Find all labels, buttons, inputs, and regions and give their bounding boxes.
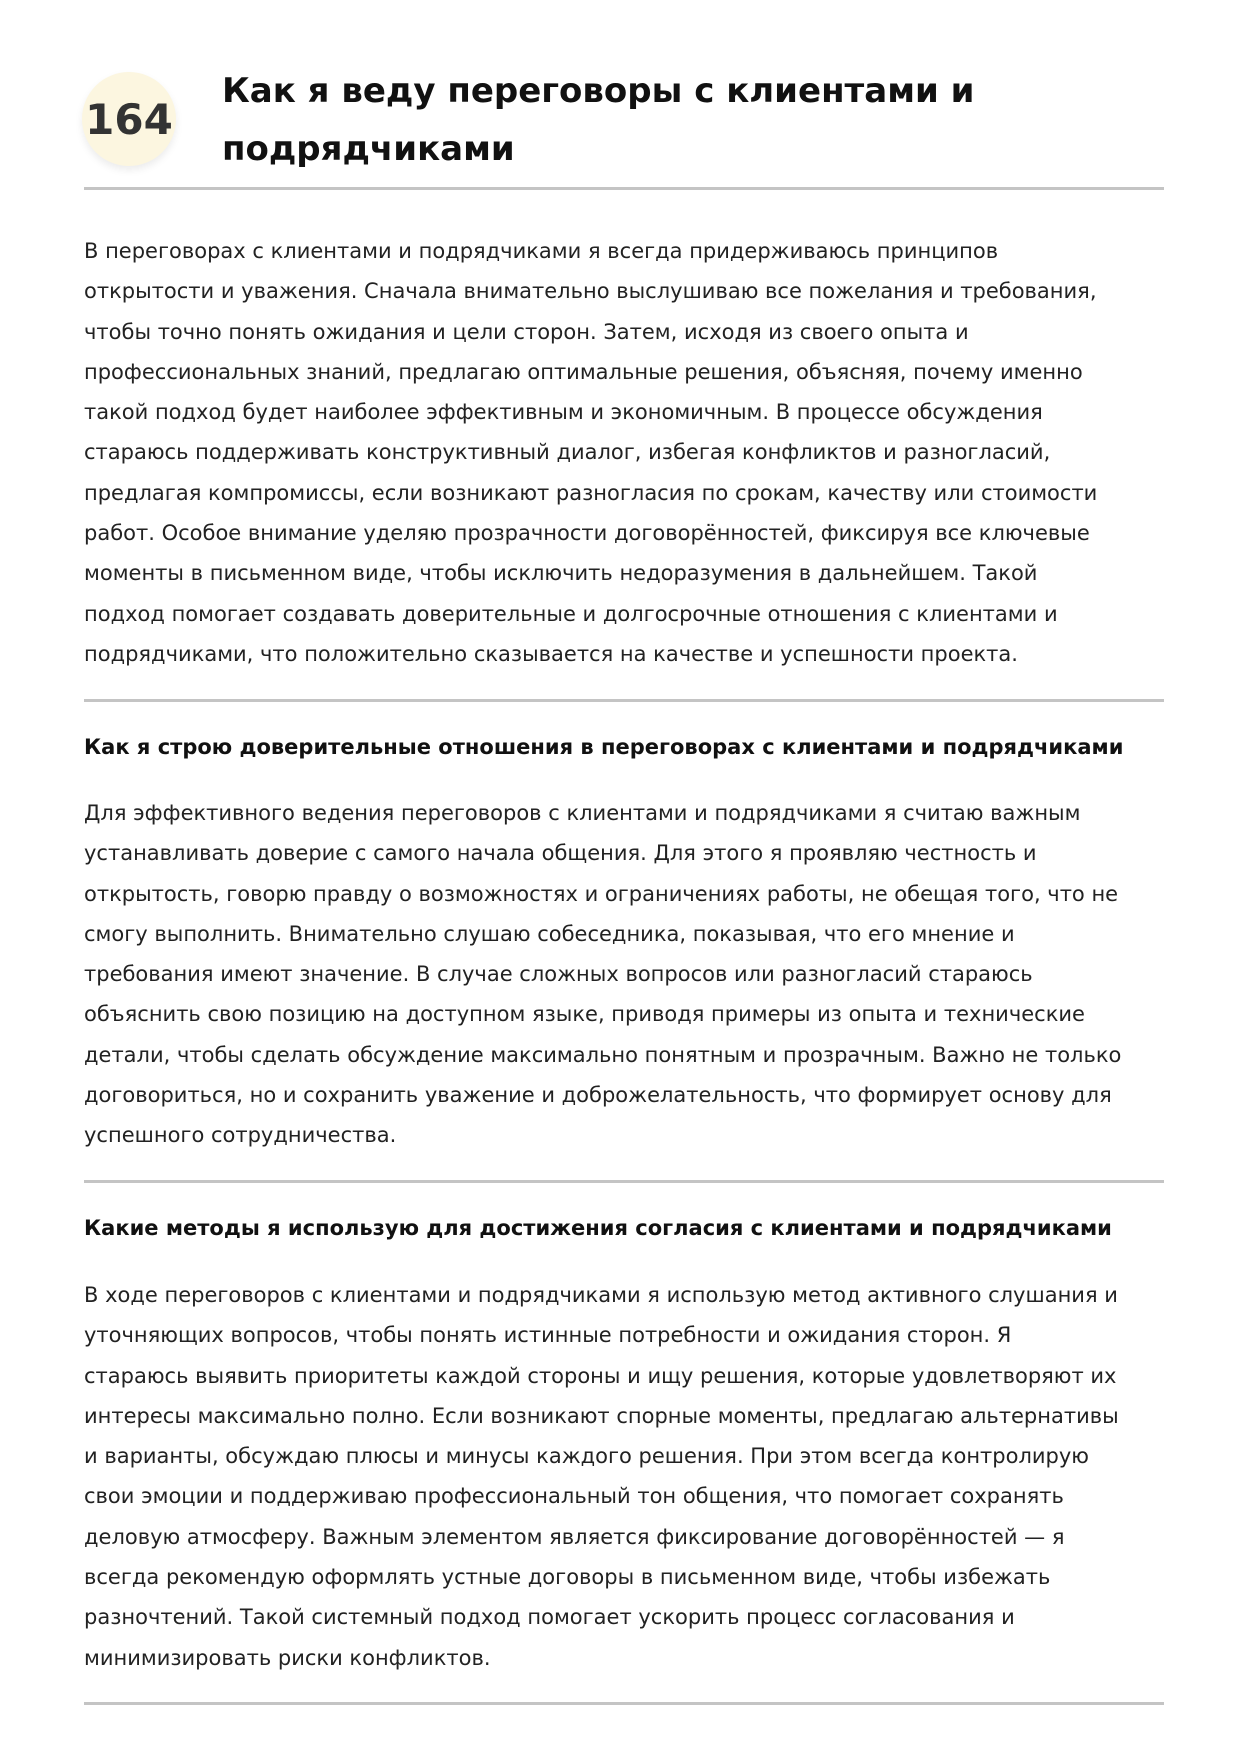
paragraph-line: устанавливать доверие с самого начала общения. Для этого я проявляю честность и [84,841,1037,866]
paragraph-line: работ. Особое внимание уделяю прозрачности договорённостей, фиксируя все ключевые [84,521,1090,546]
paragraph-line: свои эмоции и поддерживаю профессиональный тон общения, что помогает сохранять [84,1484,1064,1509]
paragraph-line: подход помогает создавать доверительные и долгосрочные отношения с клиентами и [84,601,1058,626]
paragraph-line: моменты в письменном виде, чтобы исключить недоразумения в дальнейшем. Такой [84,561,1038,586]
paragraph-line: всегда рекомендую оформлять устные договоры в письменном виде, чтобы избежать [84,1565,1051,1590]
paragraph-intro [84,231,1184,674]
page-number-badge: 164 [82,72,176,166]
paragraph-line: успешного сотрудничества. [84,1123,397,1148]
paragraph-line: предлагая компромиссы, если возникают разногласия по срокам, качеству или стоимости [84,480,1098,505]
paragraph-line: договориться, но и сохранить уважение и доброжелательность, что формирует основу для [84,1083,1112,1108]
paragraph-line: открытость, говорю правду о возможностях и ограничениях работы, не обещая того, что не [84,881,1119,906]
paragraph-trust [84,793,1184,1156]
paragraph-line: смогу выполнить. Внимательно слушаю собеседника, показывая, что его мнение и [84,921,1015,946]
paragraph-line: В переговорах с клиентами и подрядчиками я всегда придерживаюсь принципов [84,239,999,263]
paragraph-line: деловую атмосферу. Важным элементом является фиксирование договорённостей — я [84,1524,1065,1549]
paragraph-line: открытости и уважения. Сначала внимательно выслушиваю все пожелания и требования, [84,279,1097,304]
title-line: Как я веду переговоры с клиентами и [222,71,975,111]
paragraph-line: подрядчиками, что положительно сказывается на качестве и успешности проекта. [84,641,1018,666]
paragraph-line: Для эффективного ведения переговоров с клиентами и подрядчиками я считаю важным [84,801,1081,825]
divider [84,1702,1164,1705]
paragraph-line: стараюсь поддерживать конструктивный диалог, избегая конфликтов и разногласий, [84,440,1051,465]
paragraph-line: такой подход будет наиболее эффективным и экономичным. В процессе обсуждения [84,400,1043,425]
paragraph-line: профессиональных знаний, предлагаю оптимальные решения, объясняя, почему именно [84,359,1083,384]
paragraph-line: стараюсь выявить приоритеты каждой стороны и ищу решения, которые удовлетворяют их [84,1363,1117,1388]
paragraph-line: детали, чтобы сделать обсуждение максимально понятным и прозрачным. Важно не только [84,1042,1122,1067]
section-heading-trust: Как я строю доверительные отношения в переговорах с клиентами и подрядчиками [84,735,1124,759]
page-title [222,62,1162,178]
section-heading-methods: Какие методы я использую для достижения согласия с клиентами и подрядчиками [84,1216,1112,1240]
title-line: подрядчиками [222,129,515,169]
paragraph-line: и варианты, обсуждаю плюсы и минусы каждого решения. При этом всегда контролирую [84,1444,1089,1469]
paragraph-methods [84,1275,1184,1678]
paragraph-line: разночтений. Такой системный подход помогает ускорить процесс согласования и [84,1605,1015,1630]
paragraph-line: В ходе переговоров с клиентами и подрядчиками я использую метод активного слушания и [84,1283,1118,1307]
paragraph-line: объяснить свою позицию на доступном языке, приводя примеры из опыта и технические [84,1002,1085,1027]
paragraph-line: чтобы точно понять ожидания и цели сторон. Затем, исходя из своего опыта и [84,319,969,344]
paragraph-line: уточняющих вопросов, чтобы понять истинные потребности и ожидания сторон. Я [84,1323,1012,1348]
paragraph-line: интересы максимально полно. Если возникают спорные моменты, предлагаю альтернативы [84,1403,1119,1428]
paragraph-line: требования имеют значение. В случае сложных вопросов или разногласий стараюсь [84,962,1033,987]
divider [84,699,1164,702]
divider [84,187,1164,190]
paragraph-line: минимизировать риски конфликтов. [84,1645,491,1670]
divider [84,1180,1164,1183]
